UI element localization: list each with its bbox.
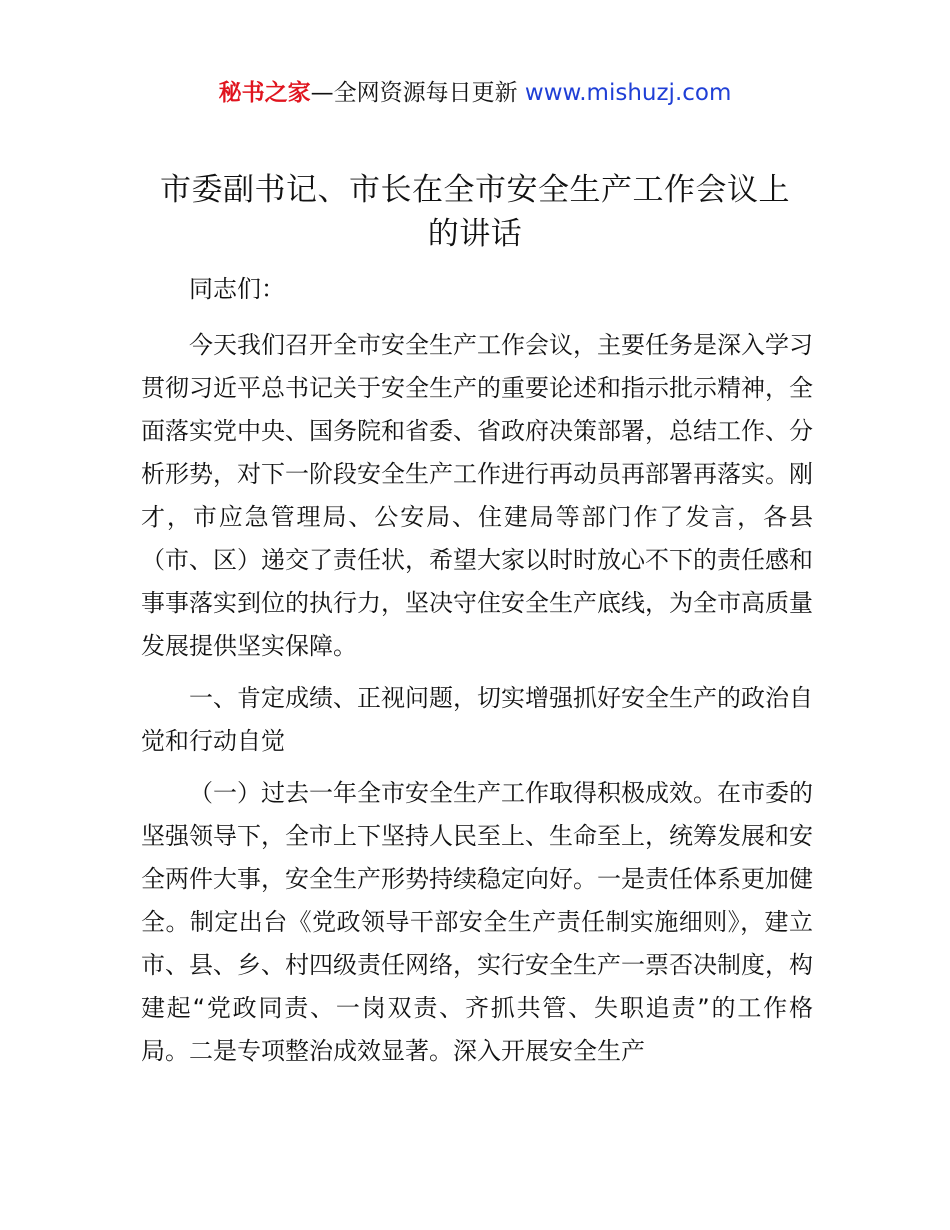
salutation: 同志们： <box>189 275 285 303</box>
site-tagline: —全网资源每日更新 <box>310 80 525 106</box>
document-body <box>141 268 813 1082</box>
paragraph-intro: 今天我们召开全市安全生产工作会议，主要任务是深入学习贯彻习近平总书记关于安全生产的重要论述和指示批示精神，全面落实党中央、国务院和省委、省政府决策部署，总结工作、分析形势，对下一阶段安全生产工作进行再动员再部署再落实。刚才，市应急管理局、公安局、住建局等部门作了发言，各县（市、区）递交了责任状，希望大家以时时放心不下的责任感和事事落实到位的执行力，坚决守住安全生产底线，为全市高质量发展提供坚实保障。 <box>141 331 813 660</box>
section-heading-1: 一、肯定成绩、正视问题，切实增强抓好安全生产的政治自觉和行动自觉 <box>141 684 813 755</box>
title-line-1: 市委副书记、市长在全市安全生产工作会议上 <box>160 172 790 208</box>
title-line-2: 的讲话 <box>427 216 523 252</box>
brand-name: 秘书之家 <box>218 80 311 106</box>
paragraph-achievements: （一）过去一年全市安全生产工作取得积极成效。在市委的坚强领导下，全市上下坚持人民至上、生命至上，统筹发展和安全两件大事，安全生产形势持续稳定向好。一是责任体系更加健全。制定出台《党政领导干部安全生产责任制实施细则》，建立市、县、乡、村四级责任网络，实行安全生产一票否决制度，构建起“党政同责、一岗双责、齐抓共管、失职追责”的工作格局。二是专项整治成效显著。深入开展安全生产 <box>141 779 813 1065</box>
site-url-link[interactable]: www.mishuzj.com <box>524 80 732 106</box>
document-title <box>120 168 830 256</box>
site-header <box>0 76 950 110</box>
